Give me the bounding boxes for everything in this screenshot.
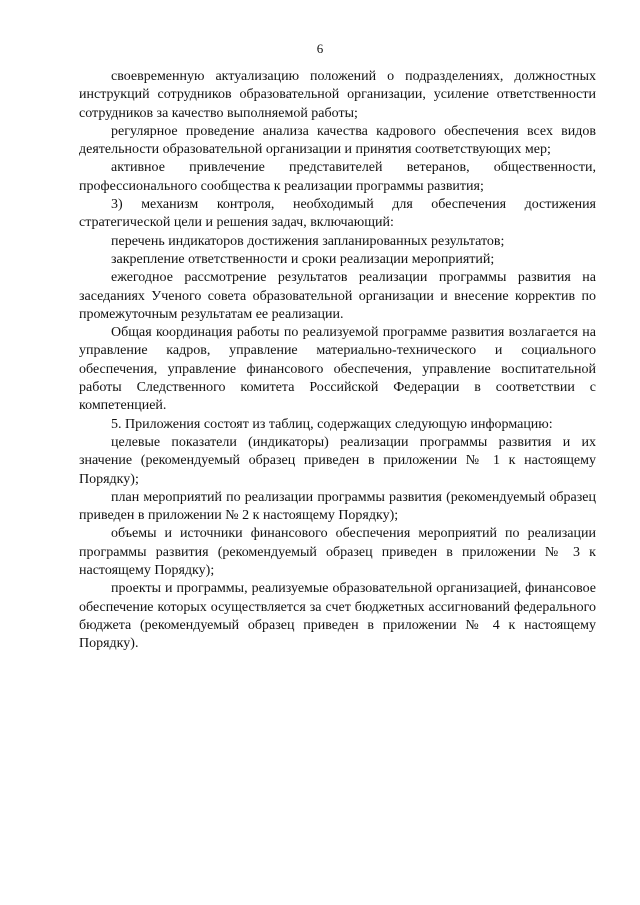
paragraph: ежегодное рассмотрение результатов реализации программы развития на заседаниях Ученого совета образовательной организации и внесение корректив по промежуточным результатам ее реализации. [79, 270, 596, 322]
paragraph: своевременную актуализацию положений о подразделениях, должностных инструкций сотрудников образовательной организации, усиление ответственности сотрудников за качество выполняемой работы; [79, 69, 596, 121]
paragraph: целевые показатели (индикаторы) реализации программы развития и их значение (рекомендуемый образец приведен в приложении № 1 к настоящему Порядку); [79, 434, 596, 487]
paragraph: закрепление ответственности и сроки реализации мероприятий; [111, 251, 495, 267]
paragraph: 3) механизм контроля, необходимый для обеспечения достижения стратегической цели и решения задач, включающий: [79, 197, 596, 231]
page-number: 6 [316, 41, 324, 56]
paragraph: активное привлечение представителей ветеранов, общественности, профессионального сообщества к реализации программы развития; [79, 160, 596, 194]
paragraph: объемы и источники финансового обеспечения мероприятий по реализации программы развития (рекомендуемый образец приведен в приложении № 3 к настоящему Порядку); [79, 526, 596, 579]
paragraph: перечень индикаторов достижения запланированных результатов; [111, 233, 505, 249]
paragraph: Общая координация работы по реализуемой программе развития возлагается на управление кадров, управление материально-технического и социального обеспечения, управление финансового обеспечения, управление воспитательной работы Следственного комитета Российской Федерации в соответствии с компетенцией. [79, 325, 596, 414]
paragraph: план мероприятий по реализации программы развития (рекомендуемый образец приведен в приложении № 2 к настоящему Порядку); [79, 489, 596, 524]
paragraph: проекты и программы, реализуемые образовательной организацией, финансовое обеспечение которых осуществляется за счет бюджетных ассигнований федерального бюджета (рекомендуемый образец приведен в приложении № 4 к настоящему Порядку). [79, 581, 596, 652]
paragraph: 5. Приложения состоят из таблиц, содержащих следующую информацию: [111, 416, 553, 432]
paragraph: регулярное проведение анализа качества кадрового обеспечения всех видов деятельности образовательной организации и принятия соответствующих мер; [79, 123, 596, 158]
document-body [79, 68, 596, 654]
